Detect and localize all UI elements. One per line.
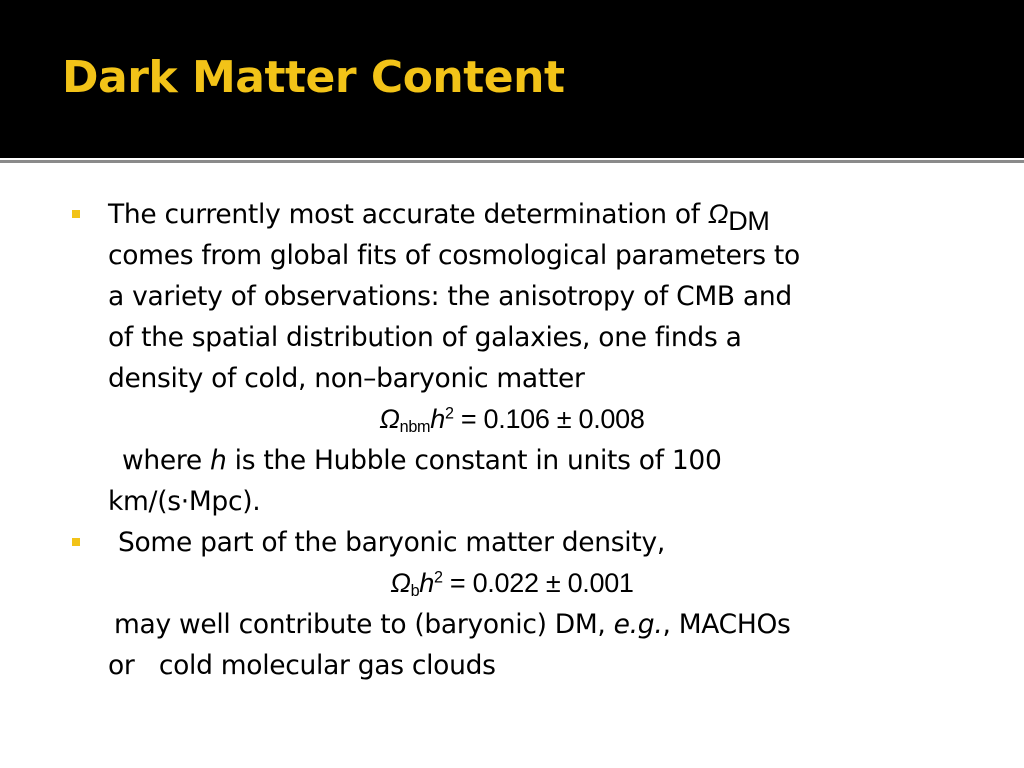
formula1-exponent: 2 [444,404,454,423]
bullet1-line3: a variety of observations: the anisotropy of CMB and [108,281,792,312]
title-divider [0,160,1024,163]
slide-title: Dark Matter Content [62,52,565,103]
bullet1-line7-var: h [210,445,227,476]
bullet2-formula [0,563,1024,604]
omega-subscript: DM [728,205,770,236]
bullet1-line1-text: The currently most accurate determination of [108,199,708,230]
bullet2-line3-post: , MACHOs [662,609,791,640]
formula1-omega: Ω [379,404,400,434]
bullet2-line3-pre: may well contribute to (baryonic) DM, [114,609,614,640]
bullet2-line3-eg: e.g. [613,609,663,640]
omega-symbol: Ω [707,199,729,229]
bullet1-line2: comes from global fits of cosmological parameters to [108,240,800,271]
formula1-value: = 0.106 ± 0.008 [453,404,645,434]
bullet1-line1 [108,194,770,235]
bullet-marker-1 [72,210,80,218]
formula1-variable: h [430,404,445,434]
bullet1-formula [0,399,1024,440]
formula2-value: = 0.022 ± 0.001 [442,568,634,598]
formula2-omega: Ω [390,568,411,598]
title-bar [0,0,1024,158]
bullet1-line7 [122,440,722,481]
bullet2-line4: or cold molecular gas clouds [108,650,496,681]
bullet2-line3 [114,604,791,645]
formula2-variable: h [419,568,435,598]
bullet1-line8: km/(s·Mpc). [108,486,261,517]
bullet1-line5: density of cold, non–baryonic matter [108,363,585,394]
bullet1-line7-post: is the Hubble constant in units of 100 [226,445,722,476]
bullet1-line4: of the spatial distribution of galaxies, one finds a [108,322,742,353]
bullet1-line7-pre: where [122,445,211,476]
formula2-subscript: b [410,582,420,601]
bullet2-line1: Some part of the baryonic matter density, [118,527,665,558]
formula1-subscript: nbm [399,418,431,437]
formula2-exponent: 2 [434,568,443,587]
bullet-marker-2 [72,538,80,546]
